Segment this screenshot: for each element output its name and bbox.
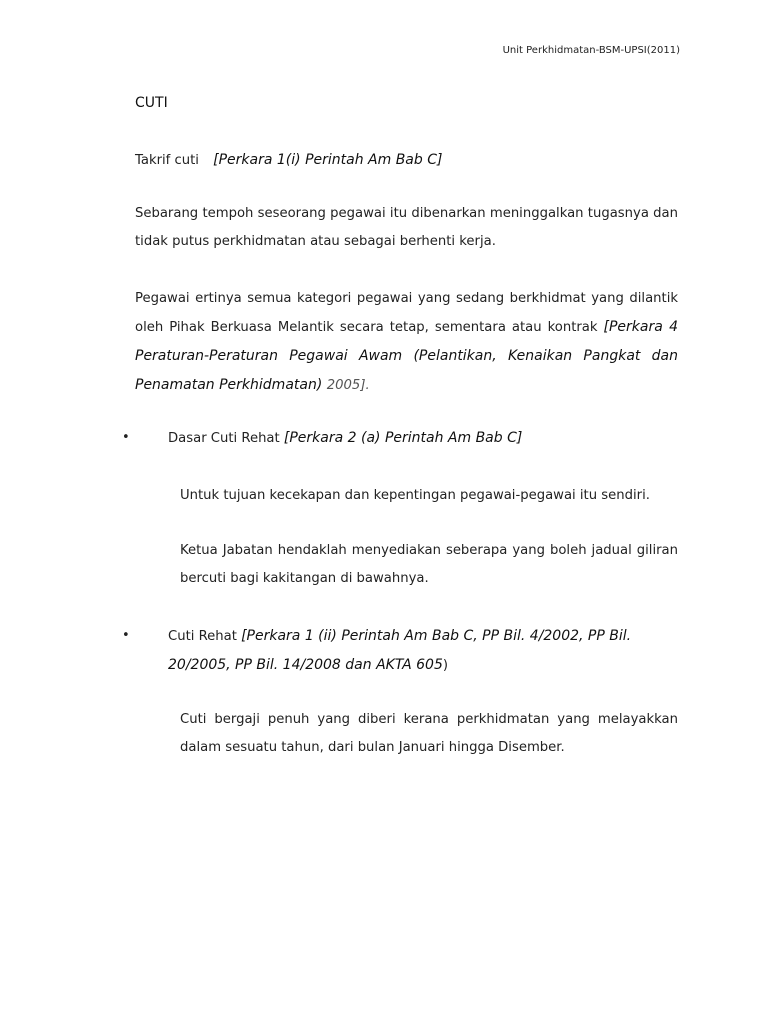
bullet-label: Dasar Cuti Rehat [168, 431, 284, 446]
takrif-reference: [Perkara 1(i) Perintah Am Bab C] [213, 152, 443, 168]
running-header: Unit Perkhidmatan-BSM-UPSI(2011) [502, 45, 680, 56]
bullet-heading [168, 424, 678, 453]
bullet-heading [168, 622, 678, 680]
pegawai-reference: [Perkara 4 Peraturan-Peraturan Pegawai Awam (Pelantikan, Kenaikan Pangkat dan Penamatan Perkhidmatan) [135, 319, 678, 393]
bullet-reference-closing: ) [442, 658, 449, 673]
sub-paragraph: Cuti bergaji penuh yang diberi kerana perkhidmatan yang melayakkan dalam sesuatu tahun, dari bulan Januari hingga Disember. [180, 712, 678, 755]
takrif-label: Takrif cuti [135, 153, 199, 168]
takrif-line [135, 146, 678, 175]
bullet-icon: • [122, 628, 130, 643]
pegawai-text: Pegawai ertinya semua kategori pegawai yang sedang berkhidmat yang dilantik oleh Pihak Berkuasa Melantik secara tetap, sementara atau kontrak [135, 291, 678, 335]
bullet-reference: [Perkara 1 (ii) Perintah Am Bab C, PP Bil. 4/2002, PP Bil. 20/2005, PP Bil. 14/2008 dan AKTA 605 [168, 628, 632, 673]
sub-paragraph: Untuk tujuan kecekapan dan kepentingan pegawai-pegawai itu sendiri. [180, 488, 650, 503]
bullet-label: Cuti Rehat [168, 629, 242, 644]
section-title: CUTI [135, 95, 168, 111]
bullet-icon: • [122, 430, 130, 445]
bullet-reference: [Perkara 2 (a) Perintah Am Bab C] [283, 430, 523, 446]
pegawai-reference-year: 2005]. [326, 378, 370, 393]
definition-paragraph: Sebarang tempoh seseorang pegawai itu dibenarkan meninggalkan tugasnya dan tidak putus perkhidmatan atau sebagai berhenti kerja. [135, 206, 678, 249]
pegawai-paragraph [135, 285, 678, 400]
sub-paragraph: Ketua Jabatan hendaklah menyediakan seberapa yang boleh jadual giliran bercuti bagi kakitangan di bawahnya. [180, 543, 678, 586]
